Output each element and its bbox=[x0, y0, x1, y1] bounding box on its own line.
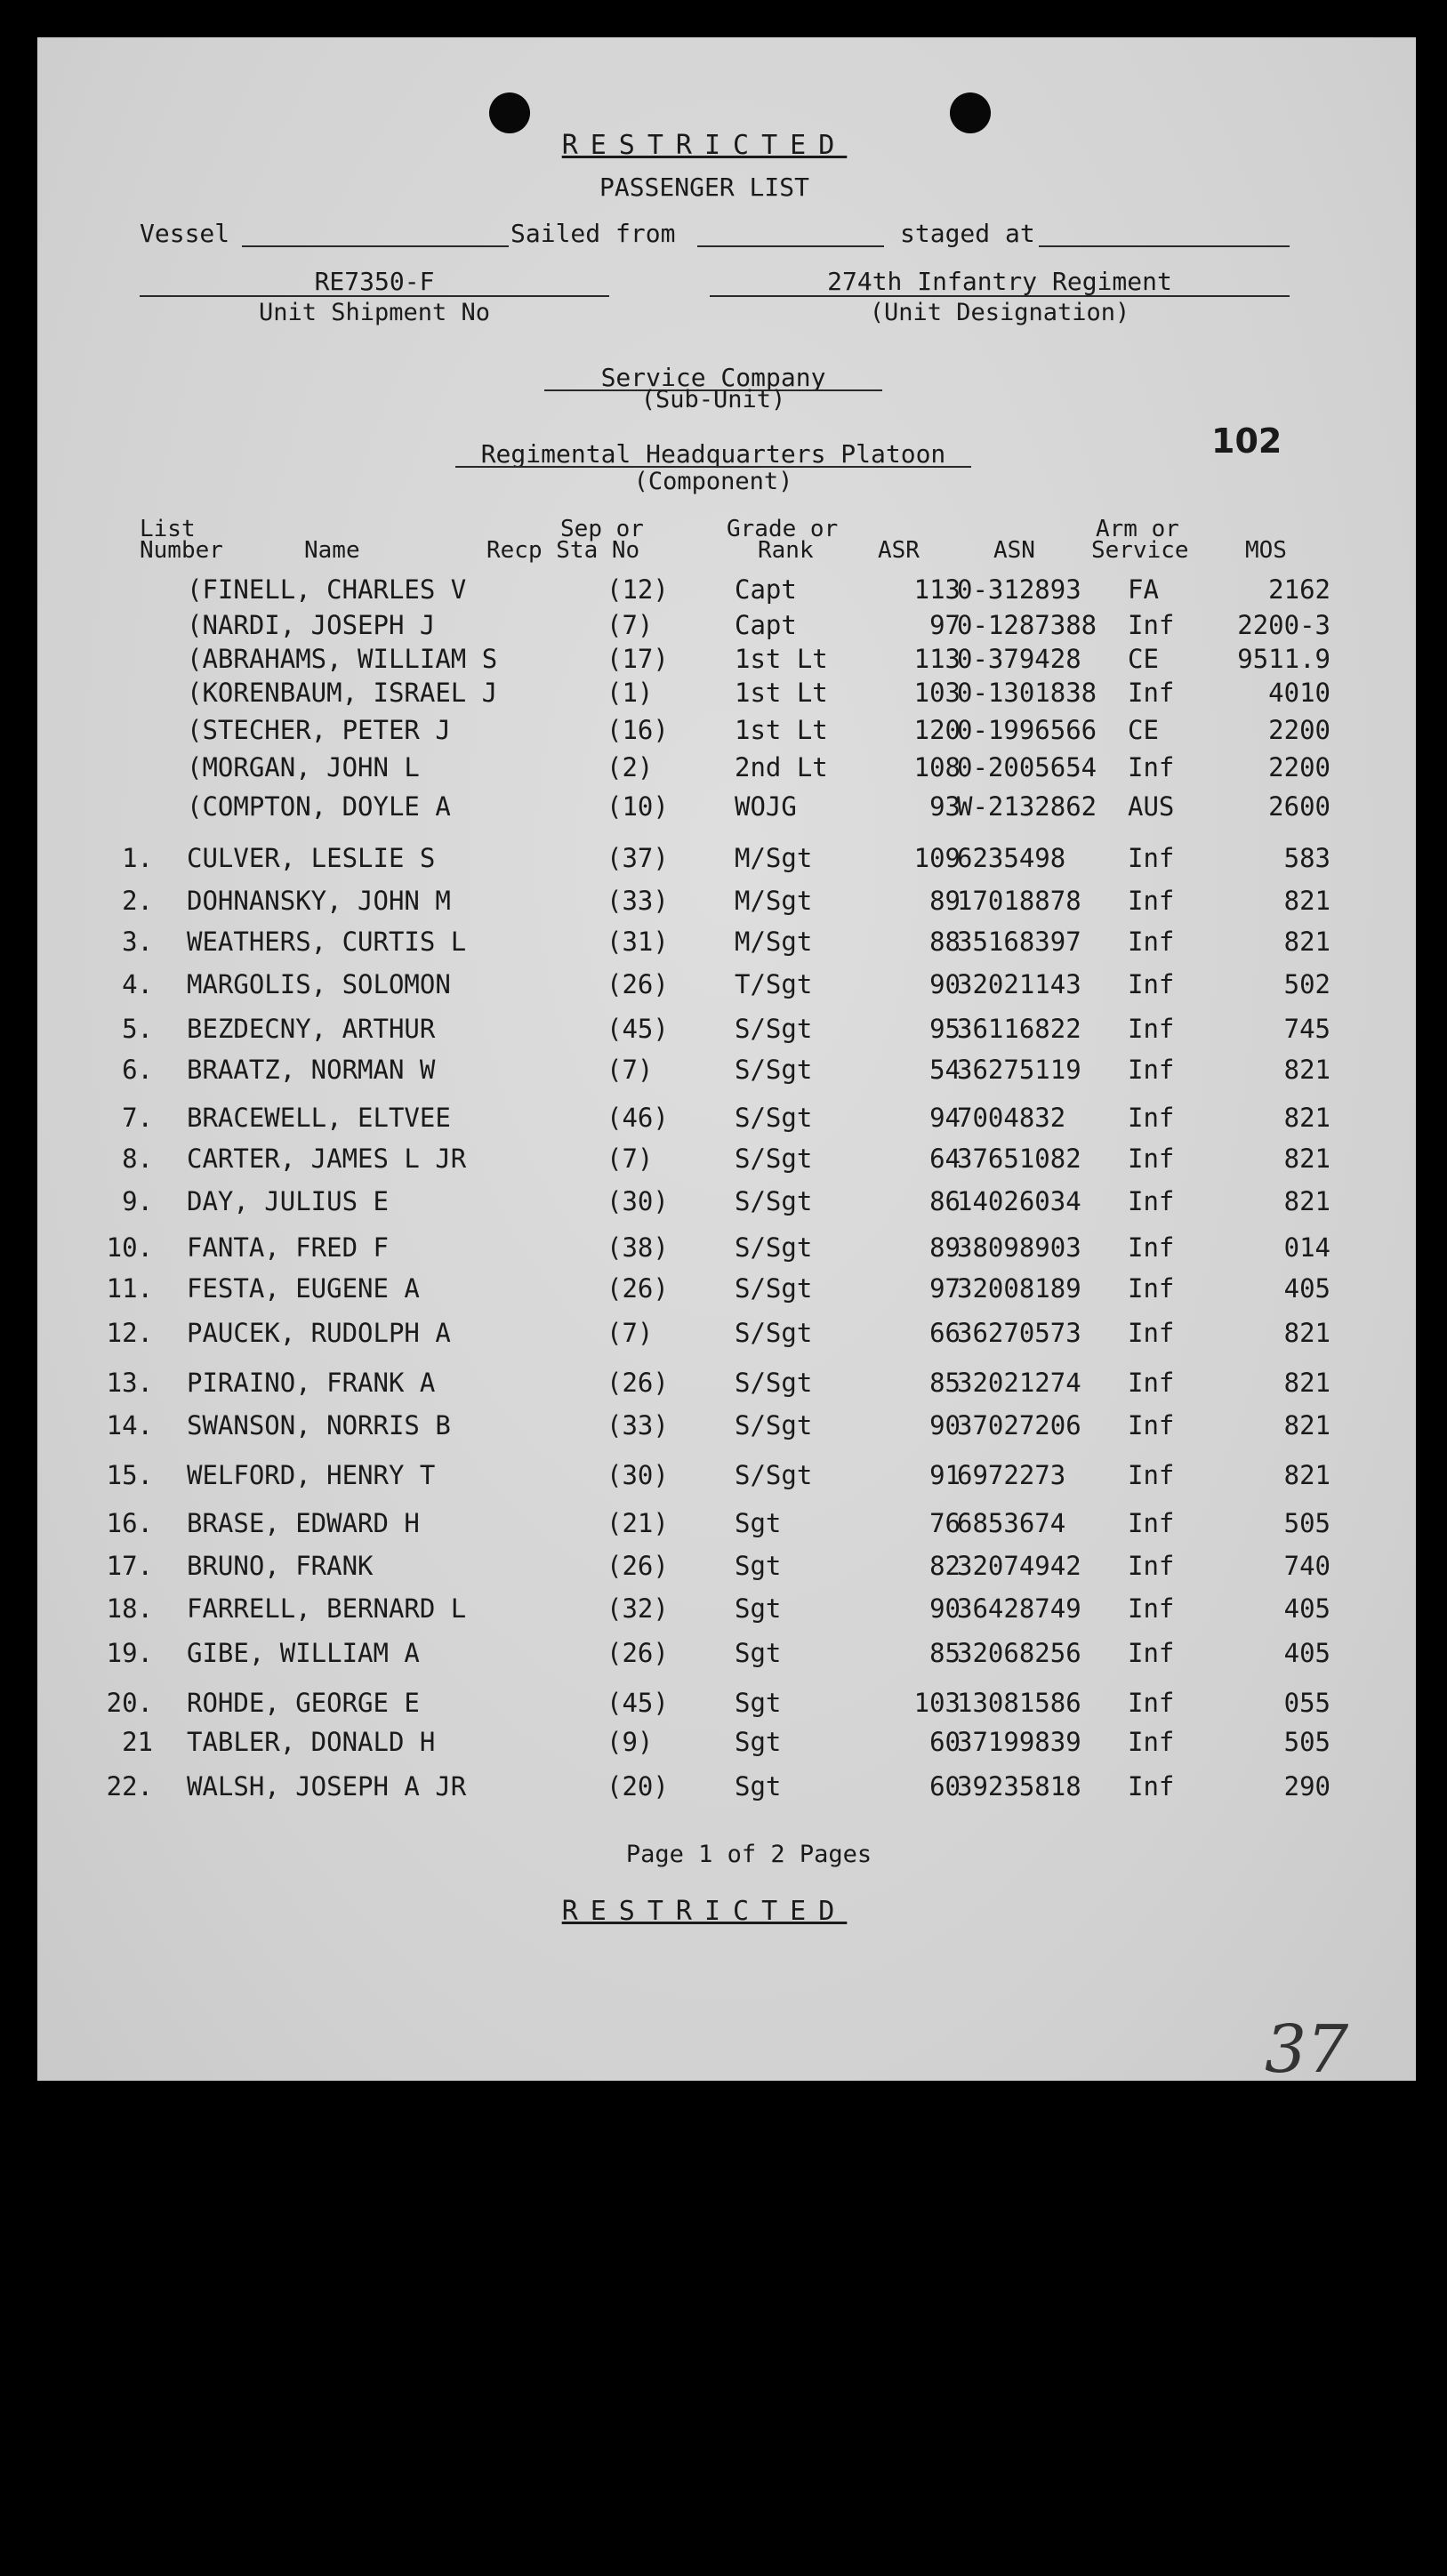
name: (STECHER, PETER J bbox=[187, 715, 451, 745]
mos: 821 bbox=[1283, 927, 1330, 957]
mos: 821 bbox=[1283, 1055, 1330, 1085]
name: WELFORD, HENRY T bbox=[187, 1460, 436, 1490]
name: MARGOLIS, SOLOMON bbox=[187, 969, 451, 999]
arm-service: Inf bbox=[1128, 1014, 1175, 1044]
asn: 36428749 bbox=[957, 1593, 1081, 1624]
station-no: (21) bbox=[607, 1508, 669, 1538]
asr: 103 bbox=[913, 678, 961, 708]
asr: 113 bbox=[913, 644, 961, 674]
asn: 0-312893 bbox=[957, 574, 1081, 605]
asn: 13081586 bbox=[957, 1688, 1081, 1718]
asn: 7004832 bbox=[957, 1103, 1066, 1133]
station-no: (46) bbox=[607, 1103, 669, 1133]
asn: 36275119 bbox=[957, 1055, 1081, 1085]
col-header-rank: Rank bbox=[758, 537, 814, 564]
col-header-list: List bbox=[140, 516, 196, 542]
station-no: (20) bbox=[607, 1771, 669, 1802]
list-number: 20. bbox=[106, 1688, 153, 1718]
asr: 95 bbox=[929, 1014, 961, 1044]
name: FESTA, EUGENE A bbox=[187, 1273, 420, 1304]
asr: 113 bbox=[913, 574, 961, 605]
list-number: 7. bbox=[122, 1103, 153, 1133]
name: (ABRAHAMS, WILLIAM S bbox=[187, 644, 498, 674]
col-header-recp: Recp Sta No bbox=[486, 537, 640, 564]
list-number: 11. bbox=[106, 1273, 153, 1304]
arm-service: CE bbox=[1128, 715, 1159, 745]
station-no: (7) bbox=[607, 1318, 654, 1348]
station-no: (31) bbox=[607, 927, 669, 957]
name: BRASE, EDWARD H bbox=[187, 1508, 420, 1538]
list-number: 5. bbox=[122, 1014, 153, 1044]
mos: 4010 bbox=[1268, 678, 1330, 708]
list-number: 22. bbox=[106, 1771, 153, 1802]
mos: 290 bbox=[1283, 1771, 1330, 1802]
station-no: (30) bbox=[607, 1186, 669, 1216]
name: BRUNO, FRANK bbox=[187, 1551, 374, 1581]
mos: 583 bbox=[1283, 843, 1330, 873]
arm-service: FA bbox=[1128, 574, 1159, 605]
vessel-field bbox=[242, 245, 509, 247]
grade: S/Sgt bbox=[735, 1410, 813, 1440]
asr: 94 bbox=[929, 1103, 961, 1133]
arm-service: Inf bbox=[1128, 752, 1175, 782]
grade: Sgt bbox=[735, 1593, 782, 1624]
sub-unit-label: (Sub-Unit) bbox=[640, 386, 786, 413]
name: (KORENBAUM, ISRAEL J bbox=[187, 678, 498, 708]
station-no: (38) bbox=[607, 1232, 669, 1263]
asr: 103 bbox=[913, 1688, 961, 1718]
mos: 405 bbox=[1283, 1593, 1330, 1624]
component-label: (Component) bbox=[633, 468, 793, 495]
asn: 0-1996566 bbox=[957, 715, 1097, 745]
asr: 66 bbox=[929, 1318, 961, 1348]
component: Regimental Headquarters Platoon bbox=[480, 439, 946, 469]
asr: 88 bbox=[929, 927, 961, 957]
arm-service: Inf bbox=[1128, 886, 1175, 916]
asr: 91 bbox=[929, 1460, 961, 1490]
col-header-mos: MOS bbox=[1245, 537, 1287, 564]
list-number: 4. bbox=[122, 969, 153, 999]
name: FARRELL, BERNARD L bbox=[187, 1593, 467, 1624]
grade: Capt bbox=[735, 574, 797, 605]
station-no: (9) bbox=[607, 1727, 654, 1757]
list-number: 10. bbox=[106, 1232, 153, 1263]
grade: M/Sgt bbox=[735, 886, 813, 916]
asn: 32021143 bbox=[957, 969, 1081, 999]
unit-shipment-no: RE7350-F bbox=[314, 267, 435, 296]
asn: 37027206 bbox=[957, 1410, 1081, 1440]
asr: 90 bbox=[929, 1410, 961, 1440]
asr: 82 bbox=[929, 1551, 961, 1581]
mos: 505 bbox=[1283, 1508, 1330, 1538]
asr: 89 bbox=[929, 1232, 961, 1263]
enlisted-row bbox=[37, 1232, 1416, 1263]
unit-shipment-label: Unit Shipment No bbox=[258, 299, 491, 326]
name: BRACEWELL, ELTVEE bbox=[187, 1103, 451, 1133]
mos: 9511.9 bbox=[1237, 644, 1330, 674]
staged-label: staged at bbox=[900, 219, 1035, 248]
grade: 1st Lt bbox=[735, 644, 828, 674]
grade: Sgt bbox=[735, 1727, 782, 1757]
grade: M/Sgt bbox=[735, 927, 813, 957]
enlisted-row bbox=[37, 1593, 1416, 1624]
page-stamp-number: 102 bbox=[1211, 421, 1282, 461]
name: DOHNANSKY, JOHN M bbox=[187, 886, 451, 916]
list-number: 8. bbox=[122, 1144, 153, 1174]
station-no: (37) bbox=[607, 843, 669, 873]
asr: 85 bbox=[929, 1368, 961, 1398]
grade: S/Sgt bbox=[735, 1318, 813, 1348]
asr: 120 bbox=[913, 715, 961, 745]
asn: 17018878 bbox=[957, 886, 1081, 916]
asr: 97 bbox=[929, 610, 961, 640]
list-number: 12. bbox=[106, 1318, 153, 1348]
grade: Sgt bbox=[735, 1688, 782, 1718]
station-no: (10) bbox=[607, 791, 669, 822]
station-no: (12) bbox=[607, 574, 669, 605]
mos: 821 bbox=[1283, 1186, 1330, 1216]
asn: 37199839 bbox=[957, 1727, 1081, 1757]
station-no: (33) bbox=[607, 1410, 669, 1440]
grade: S/Sgt bbox=[735, 1232, 813, 1263]
mos: 821 bbox=[1283, 1144, 1330, 1174]
asn: 0-1287388 bbox=[957, 610, 1097, 640]
station-no: (30) bbox=[607, 1460, 669, 1490]
punch-hole-right bbox=[950, 92, 991, 133]
arm-service: Inf bbox=[1128, 1410, 1175, 1440]
mos: 821 bbox=[1283, 1460, 1330, 1490]
asn: 35168397 bbox=[957, 927, 1081, 957]
enlisted-row bbox=[37, 969, 1416, 999]
name: DAY, JULIUS E bbox=[187, 1186, 389, 1216]
list-number: 16. bbox=[106, 1508, 153, 1538]
list-number: 6. bbox=[122, 1055, 153, 1085]
grade: WOJG bbox=[735, 791, 797, 822]
name: CARTER, JAMES L JR bbox=[187, 1144, 467, 1174]
col-header-asr: ASR bbox=[878, 537, 920, 564]
officer-row bbox=[37, 610, 1416, 640]
station-no: (16) bbox=[607, 715, 669, 745]
asr: 90 bbox=[929, 1593, 961, 1624]
station-no: (7) bbox=[607, 1055, 654, 1085]
asn: 36116822 bbox=[957, 1014, 1081, 1044]
asn: 6853674 bbox=[957, 1508, 1066, 1538]
asn: 14026034 bbox=[957, 1186, 1081, 1216]
station-no: (7) bbox=[607, 610, 654, 640]
arm-service: Inf bbox=[1128, 1232, 1175, 1263]
name: WALSH, JOSEPH A JR bbox=[187, 1771, 467, 1802]
list-number: 19. bbox=[106, 1638, 153, 1668]
name: TABLER, DONALD H bbox=[187, 1727, 436, 1757]
vessel-label: Vessel bbox=[140, 219, 230, 248]
arm-service: Inf bbox=[1128, 1144, 1175, 1174]
col-header-grade: Grade or bbox=[727, 516, 839, 542]
grade: S/Sgt bbox=[735, 1273, 813, 1304]
asr: 93 bbox=[929, 791, 961, 822]
mos: 821 bbox=[1283, 1410, 1330, 1440]
asn: 6235498 bbox=[957, 843, 1066, 873]
unit-designation: 274th Infantry Regiment bbox=[827, 267, 1172, 296]
station-no: (17) bbox=[607, 644, 669, 674]
classification-top: RESTRICTED bbox=[561, 130, 848, 161]
list-number: 3. bbox=[122, 927, 153, 957]
mos: 2200 bbox=[1268, 715, 1330, 745]
grade: Sgt bbox=[735, 1508, 782, 1538]
grade: S/Sgt bbox=[735, 1186, 813, 1216]
station-no: (26) bbox=[607, 1551, 669, 1581]
asr: 86 bbox=[929, 1186, 961, 1216]
arm-service: Inf bbox=[1128, 1273, 1175, 1304]
asn: 0-1301838 bbox=[957, 678, 1097, 708]
name: PIRAINO, FRANK A bbox=[187, 1368, 436, 1398]
arm-service: Inf bbox=[1128, 1727, 1175, 1757]
grade: Sgt bbox=[735, 1771, 782, 1802]
arm-service: Inf bbox=[1128, 1771, 1175, 1802]
unit-designation-line bbox=[710, 295, 1290, 297]
mos: 2162 bbox=[1268, 574, 1330, 605]
arm-service: Inf bbox=[1128, 843, 1175, 873]
mos: 055 bbox=[1283, 1688, 1330, 1718]
enlisted-row bbox=[37, 1103, 1416, 1133]
col-header-sep: Sep or bbox=[560, 516, 644, 542]
name: CULVER, LESLIE S bbox=[187, 843, 436, 873]
arm-service: Inf bbox=[1128, 1186, 1175, 1216]
punch-hole-left bbox=[489, 92, 530, 133]
document-title: PASSENGER LIST bbox=[599, 173, 809, 202]
mos: 014 bbox=[1283, 1232, 1330, 1263]
asr: 97 bbox=[929, 1273, 961, 1304]
list-number: 17. bbox=[106, 1551, 153, 1581]
asr: 60 bbox=[929, 1771, 961, 1802]
name: GIBE, WILLIAM A bbox=[187, 1638, 420, 1668]
mos: 821 bbox=[1283, 1103, 1330, 1133]
asr: 76 bbox=[929, 1508, 961, 1538]
station-no: (32) bbox=[607, 1593, 669, 1624]
mos: 2200 bbox=[1268, 752, 1330, 782]
officer-row bbox=[37, 644, 1416, 674]
station-no: (45) bbox=[607, 1688, 669, 1718]
asn: 6972273 bbox=[957, 1460, 1066, 1490]
officer-row bbox=[37, 715, 1416, 745]
asr: 89 bbox=[929, 886, 961, 916]
mos: 740 bbox=[1283, 1551, 1330, 1581]
asn: 0-2005654 bbox=[957, 752, 1097, 782]
officer-row bbox=[37, 752, 1416, 782]
asn: 36270573 bbox=[957, 1318, 1081, 1348]
enlisted-row bbox=[37, 1055, 1416, 1085]
name: BRAATZ, NORMAN W bbox=[187, 1055, 436, 1085]
enlisted-row bbox=[37, 1014, 1416, 1044]
sailed-label: Sailed from bbox=[510, 219, 676, 248]
officer-row bbox=[37, 678, 1416, 708]
col-header-name: Name bbox=[304, 537, 360, 564]
grade: 2nd Lt bbox=[735, 752, 828, 782]
enlisted-row bbox=[37, 1273, 1416, 1304]
mos: 821 bbox=[1283, 1368, 1330, 1398]
officer-row bbox=[37, 574, 1416, 605]
mos: 821 bbox=[1283, 886, 1330, 916]
asr: 90 bbox=[929, 969, 961, 999]
arm-service: AUS bbox=[1128, 791, 1175, 822]
mos: 405 bbox=[1283, 1638, 1330, 1668]
enlisted-row bbox=[37, 843, 1416, 873]
grade: M/Sgt bbox=[735, 843, 813, 873]
station-no: (7) bbox=[607, 1144, 654, 1174]
asr: 108 bbox=[913, 752, 961, 782]
enlisted-row bbox=[37, 1186, 1416, 1216]
station-no: (1) bbox=[607, 678, 654, 708]
asn: 32021274 bbox=[957, 1368, 1081, 1398]
asr: 109 bbox=[913, 843, 961, 873]
station-no: (26) bbox=[607, 1273, 669, 1304]
name: (COMPTON, DOYLE A bbox=[187, 791, 451, 822]
unit-shipment-line bbox=[140, 295, 609, 297]
arm-service: Inf bbox=[1128, 1460, 1175, 1490]
arm-service: Inf bbox=[1128, 1551, 1175, 1581]
enlisted-row bbox=[37, 1144, 1416, 1174]
asr: 54 bbox=[929, 1055, 961, 1085]
classification-bottom: RESTRICTED bbox=[561, 1896, 848, 1927]
name: (FINELL, CHARLES V bbox=[187, 574, 467, 605]
enlisted-row bbox=[37, 1727, 1416, 1757]
arm-service: Inf bbox=[1128, 927, 1175, 957]
station-no: (2) bbox=[607, 752, 654, 782]
name: WEATHERS, CURTIS L bbox=[187, 927, 467, 957]
asn: 0-379428 bbox=[957, 644, 1081, 674]
asr: 60 bbox=[929, 1727, 961, 1757]
enlisted-row bbox=[37, 1368, 1416, 1398]
arm-service: Inf bbox=[1128, 1055, 1175, 1085]
list-number: 18. bbox=[106, 1593, 153, 1624]
list-number: 14. bbox=[106, 1410, 153, 1440]
arm-service: Inf bbox=[1128, 678, 1175, 708]
asn: 39235818 bbox=[957, 1771, 1081, 1802]
mos: 2200-3 bbox=[1237, 610, 1330, 640]
name: FANTA, FRED F bbox=[187, 1232, 389, 1263]
list-number: 15. bbox=[106, 1460, 153, 1490]
asr: 85 bbox=[929, 1638, 961, 1668]
col-header-number: Number bbox=[140, 537, 223, 564]
col-header-arm: Arm or bbox=[1096, 516, 1179, 542]
grade: S/Sgt bbox=[735, 1144, 813, 1174]
arm-service: Inf bbox=[1128, 1103, 1175, 1133]
mos: 745 bbox=[1283, 1014, 1330, 1044]
station-no: (26) bbox=[607, 969, 669, 999]
document-page bbox=[37, 37, 1416, 2088]
list-number: 9. bbox=[122, 1186, 153, 1216]
enlisted-row bbox=[37, 1410, 1416, 1440]
mos: 502 bbox=[1283, 969, 1330, 999]
sub-unit: Service Company bbox=[600, 363, 826, 392]
asn: 38098903 bbox=[957, 1232, 1081, 1263]
list-number: 13. bbox=[106, 1368, 153, 1398]
station-no: (33) bbox=[607, 886, 669, 916]
grade: S/Sgt bbox=[735, 1014, 813, 1044]
enlisted-row bbox=[37, 1638, 1416, 1668]
grade: S/Sgt bbox=[735, 1055, 813, 1085]
enlisted-row bbox=[37, 1771, 1416, 1802]
col-header-asn: ASN bbox=[993, 537, 1035, 564]
grade: 1st Lt bbox=[735, 715, 828, 745]
enlisted-row bbox=[37, 927, 1416, 957]
asn: 37651082 bbox=[957, 1144, 1081, 1174]
unit-designation-label: (Unit Designation) bbox=[869, 299, 1130, 326]
name: (NARDI, JOSEPH J bbox=[187, 610, 436, 640]
station-no: (45) bbox=[607, 1014, 669, 1044]
footer-page-count: Page 1 of 2 Pages bbox=[625, 1841, 872, 1868]
name: SWANSON, NORRIS B bbox=[187, 1410, 451, 1440]
grade: Sgt bbox=[735, 1551, 782, 1581]
arm-service: CE bbox=[1128, 644, 1159, 674]
name: ROHDE, GEORGE E bbox=[187, 1688, 420, 1718]
grade: Capt bbox=[735, 610, 797, 640]
arm-service: Inf bbox=[1128, 1638, 1175, 1668]
enlisted-row bbox=[37, 1460, 1416, 1490]
enlisted-row bbox=[37, 1318, 1416, 1348]
mos: 2600 bbox=[1268, 791, 1330, 822]
asn: W-2132862 bbox=[957, 791, 1097, 822]
arm-service: Inf bbox=[1128, 1318, 1175, 1348]
arm-service: Inf bbox=[1128, 1593, 1175, 1624]
name: BEZDECNY, ARTHUR bbox=[187, 1014, 436, 1044]
arm-service: Inf bbox=[1128, 1368, 1175, 1398]
mos: 505 bbox=[1283, 1727, 1330, 1757]
list-number: 21 bbox=[122, 1727, 153, 1757]
enlisted-row bbox=[37, 1508, 1416, 1538]
enlisted-row bbox=[37, 1688, 1416, 1718]
station-no: (26) bbox=[607, 1638, 669, 1668]
grade: S/Sgt bbox=[735, 1460, 813, 1490]
mos: 405 bbox=[1283, 1273, 1330, 1304]
list-number: 1. bbox=[122, 843, 153, 873]
arm-service: Inf bbox=[1128, 610, 1175, 640]
name: (MORGAN, JOHN L bbox=[187, 752, 420, 782]
sailed-field bbox=[697, 245, 884, 247]
grade: 1st Lt bbox=[735, 678, 828, 708]
officer-row bbox=[37, 791, 1416, 822]
mos: 821 bbox=[1283, 1318, 1330, 1348]
grade: S/Sgt bbox=[735, 1103, 813, 1133]
arm-service: Inf bbox=[1128, 1508, 1175, 1538]
staged-field bbox=[1039, 245, 1290, 247]
enlisted-row bbox=[37, 886, 1416, 916]
asn: 32008189 bbox=[957, 1273, 1081, 1304]
asr: 64 bbox=[929, 1144, 961, 1174]
list-number: 2. bbox=[122, 886, 153, 916]
asn: 32068256 bbox=[957, 1638, 1081, 1668]
station-no: (26) bbox=[607, 1368, 669, 1398]
asn: 32074942 bbox=[957, 1551, 1081, 1581]
grade: S/Sgt bbox=[735, 1368, 813, 1398]
enlisted-row bbox=[37, 1551, 1416, 1581]
arm-service: Inf bbox=[1128, 969, 1175, 999]
arm-service: Inf bbox=[1128, 1688, 1175, 1718]
handwritten-number: 37 bbox=[1265, 2011, 1349, 2088]
grade: T/Sgt bbox=[735, 969, 813, 999]
name: PAUCEK, RUDOLPH A bbox=[187, 1318, 451, 1348]
grade: Sgt bbox=[735, 1638, 782, 1668]
col-header-service: Service bbox=[1091, 537, 1189, 564]
